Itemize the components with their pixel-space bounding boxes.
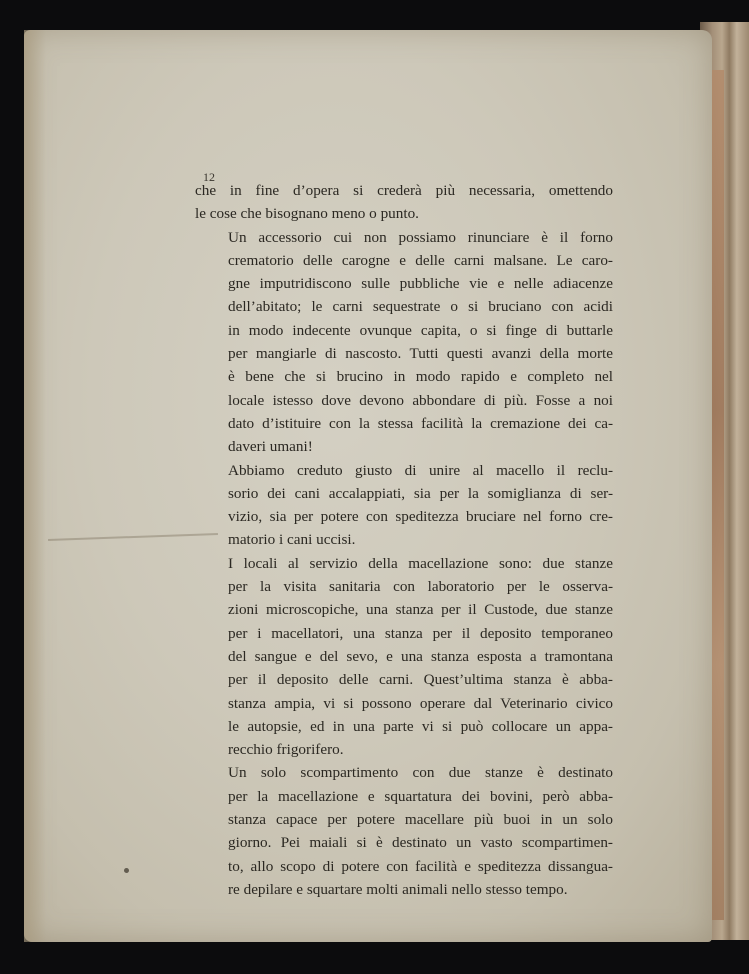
text-line: recchio frigorifero. xyxy=(228,741,344,759)
text-line: per mangiarle di nascosto. Tutti questi avanzi della morte xyxy=(228,345,613,363)
paragraph xyxy=(195,552,613,762)
text-line: zioni microscopiche, una stanza per il Custode, due stanze xyxy=(228,601,613,619)
page-crease xyxy=(48,533,218,541)
text-line: per la macellazione e squartatura dei bovini, però abba- xyxy=(228,787,613,805)
text-line: stanza ampia, vi si possono operare dal Veterinario civico xyxy=(228,694,613,712)
text-line: dato d’istituire con la stessa facilità la cremazione dei ca- xyxy=(228,414,613,432)
paragraph xyxy=(195,226,613,459)
text-line: per la visita sanitaria con laboratorio per le osserva- xyxy=(228,578,613,596)
text-line: del sangue e del sevo, e una stanza esposta a tramontana xyxy=(228,647,613,665)
text-line: daveri umani! xyxy=(228,438,313,456)
text-line: in modo indecente ovunque capita, o si finge di buttarle xyxy=(228,321,613,339)
paragraph xyxy=(195,761,613,901)
text-line: matorio i cani uccisi. xyxy=(228,531,356,549)
text-line: I locali al servizio della macellazione sono: due stanze xyxy=(228,554,613,572)
text-line: Un accessorio cui non possiamo rinunciare è il forno xyxy=(228,228,613,246)
text-line: Abbiamo creduto giusto di unire al macello il reclu- xyxy=(228,461,613,479)
page-number: 12 xyxy=(203,170,215,184)
text-line: giorno. Pei maiali si è destinato un vasto scompartimen- xyxy=(228,834,613,852)
text-line: è bene che si brucino in modo rapido e completo nel xyxy=(228,368,613,386)
body-text xyxy=(195,179,613,901)
text-line: sorio dei cani accalappiati, sia per la somiglianza di ser- xyxy=(228,484,613,502)
paragraph xyxy=(195,179,613,226)
paragraph xyxy=(195,459,613,552)
page-left-edge xyxy=(24,30,46,942)
text-line: per il deposito delle carni. Quest’ultima stanza è abba- xyxy=(228,671,613,689)
text-line: le autopsie, ed in una parte vi si può collocare un appa- xyxy=(228,717,613,735)
text-line: dell’abitato; le carni sequestrate o si bruciano con acidi xyxy=(228,298,613,316)
text-line: vizio, sia per potere con speditezza bruciare nel forno cre- xyxy=(228,508,613,526)
text-line: crematorio delle carogne e delle carni malsane. Le caro- xyxy=(228,251,613,269)
text-line: to, allo scopo di potere con facilità e speditezza dissangua- xyxy=(228,857,613,875)
text-line: locale istesso dove devono abbondare di più. Fosse a noi xyxy=(228,391,613,409)
text-line: stanza capace per potere macellare più buoi in un solo xyxy=(228,811,613,829)
text-line: gne imputridiscono sulle pubbliche vie e nelle adiacenze xyxy=(228,275,613,293)
ink-dot xyxy=(124,868,129,873)
text-line: per i macellatori, una stanza per il deposito temporaneo xyxy=(228,624,613,642)
text-line: che in fine d’opera si crederà più necessaria, omettendo xyxy=(195,182,613,199)
text-line: le cose che bisognano meno o punto. xyxy=(195,205,419,223)
text-line: Un solo scompartimento con due stanze è destinato xyxy=(228,764,613,782)
underlying-page-stripe xyxy=(712,70,724,920)
text-line: re depilare e squartare molti animali nello stesso tempo. xyxy=(228,880,568,898)
